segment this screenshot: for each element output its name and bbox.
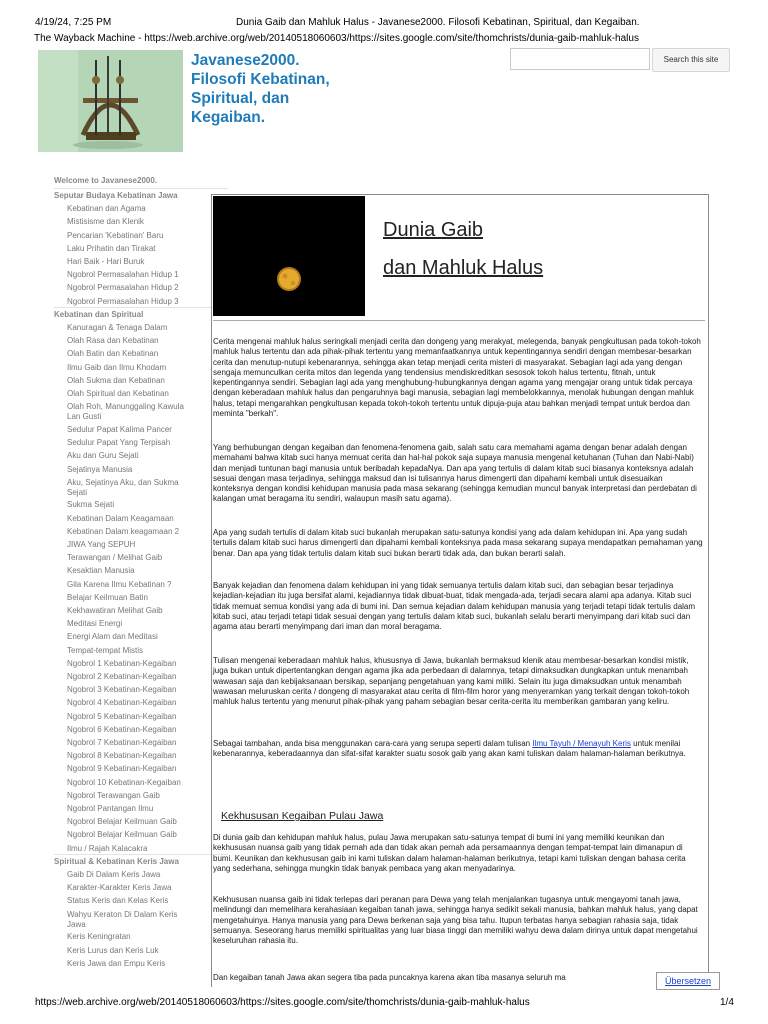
site-title-line: Spiritual, dan — [191, 90, 290, 107]
sidebar-item-label: Olah Spiritual dan Kebatinan — [67, 389, 169, 398]
sidebar-item[interactable] — [67, 619, 122, 628]
sidebar-item[interactable] — [67, 778, 181, 787]
sidebar-item[interactable] — [67, 425, 172, 434]
keris-stand-image — [38, 50, 183, 152]
sidebar-item[interactable] — [67, 217, 144, 226]
sidebar-section[interactable] — [54, 191, 178, 200]
sidebar-item[interactable] — [67, 283, 179, 292]
article-paragraph: Tulisan mengenai keberadaan mahluk halus, khususnya di Jawa, bukanlah bermaksud klenik atau membesar-besarkan kondisi mistik, juga bukan untuk dipertentangkan dengan agama jika ada perbedaan di dalamnya, tetapi dimaksudkan dungkapkan untuk menambah wawasan saja dan kebijaksanaan bersikap, sepanjang pengetahuan yang kami miliki. Selain itu juga dimaksudkan untuk menambah wawasan meluruskan cerita / dongeng di masyarakat atau cerita di film-film horor yang menyeramkan yang terkait dengan tokoh-tokoh mahluk halus tertentu yang menurut pihak-pihak yang paham sebagian besar cerita-cerita itu memberikan gambaran yang keliru. — [213, 656, 690, 707]
sidebar-item[interactable] — [67, 883, 171, 892]
divider — [213, 320, 705, 321]
sidebar-item-label: Kebatinan Dalam Keagamaan — [67, 513, 174, 523]
sidebar-divider — [54, 188, 228, 189]
sidebar-item-label: Kebatinan dan Spiritual — [54, 309, 144, 319]
article-heading-line1: Dunia Gaib — [383, 219, 484, 241]
sidebar-item-label: Hari Baik - Hari Buruk — [67, 257, 145, 266]
sidebar-item-label: Ngobrol 6 Kebatinan-Kegaiban — [67, 724, 177, 734]
sidebar-item[interactable] — [67, 870, 160, 879]
link-ilmu-tayuh[interactable]: Ilmu Tayuh / Menayuh Keris — [532, 739, 631, 748]
article-paragraph: Cerita mengenai mahluk halus seringkali menjadi cerita dan dongeng yang merakyat, melegenda, banyak pengkultusan pada tokoh-tokoh mahluk halus tertentu dan ada pihak-pihak tertentu yang memanfaatkannya untuk kepentingannya sendiri dengan membesar-besarkan cerita dan menutup-nutupi kebenarannya, sehingga akan tetap menjadi cerita misteri di masyarakat. Sebagian lagi ada yang dengan sengaja memunculkan cerita mitos dan legenda yang tendensius mendiskreditkan sesosok tokoh halus tertentu, fitnah, untuk kepentingannya sendiri. Sebagian lagi ada yang menghubung-hubungkannya dengan agama yang mengajar orang untuk tidak percaya dengan keberadaan mahluk halus dan pengaruhnya bagi manusia, sebagian lagi membelokkannya, menolak hubungan dengan mahluk halus, tetapi mengarahkan pengkultusan kepada tokoh-tokoh tertentu untuk dipuja-puja atau bahkan menjadi tempat untuk berdoa dan meminta "berkah". — [213, 337, 701, 419]
sidebar-item[interactable] — [67, 527, 179, 536]
sidebar-item[interactable] — [67, 231, 163, 240]
sidebar-item[interactable] — [67, 270, 179, 279]
sidebar-item-label: Ngobrol Permasalahan Hidup 1 — [67, 270, 179, 280]
site-title-line: Kegaiban. — [191, 109, 266, 126]
article-paragraph: Yang berhubungan dengan kegaiban dan fenomena-fenomena gaib, salah satu cara memahami agama dengan benar adalah dengan memahami bahwa kitab suci hanya memuat cerita dan hal-hal pokok saja supaya manusia mengenal ketuhanan (Tuhan dan Nabi-Nabi) dan menjadi tuntunan bagi manusia untuk beribadah kepadaNya. Dan apa yang tertulis di dalam kitab suci biasanya konteksnya adalah sesuai dengan masa terjadinya, sehingga maksud dan isi tulisannya harus dimengerti dan dipahami kembali untuk disesuaikan konteksnya dengan kondisi kehidupan manusia pada masa sekarang (sehingga kemudian muncul banyak interpretasi dan perdebatan di kalangan umat beragama itu sendiri, walaupun masih satu agama). — [213, 443, 697, 504]
moon-image — [213, 196, 365, 316]
sidebar-item-label: Ngobrol Belajar Keilmuan Gaib — [67, 817, 177, 827]
sidebar-item-label: Aku, Sejatinya Aku, dan Sukma — [67, 477, 179, 487]
article-paragraph — [213, 739, 703, 760]
sidebar-item-welcome[interactable]: Welcome to Javanese2000. — [54, 176, 158, 185]
article-heading-line2: dan Mahluk Halus — [383, 257, 544, 279]
sidebar-item[interactable] — [67, 817, 177, 826]
sidebar-item-label: Ngobrol 4 Kebatinan-Kegaiban — [67, 698, 177, 708]
sidebar-item-label: Sedulur Papat Yang Terpisah — [67, 438, 171, 448]
sidebar-item[interactable] — [67, 932, 131, 941]
sidebar-item[interactable] — [67, 725, 176, 734]
sidebar-item[interactable] — [67, 593, 148, 602]
sidebar-item-label: Keris Jawa dan Empu Keris — [67, 958, 166, 968]
print-datetime: 4/19/24, 7:25 PM — [35, 17, 112, 28]
sidebar-item[interactable] — [67, 540, 135, 549]
sidebar-item[interactable] — [67, 946, 159, 955]
wayback-banner-line: The Wayback Machine - https://web.archive.org/web/20140518060603/https://sites.google.com/site/thomchrists/dunia-gaib-mahluk-halus — [34, 33, 639, 44]
sidebar-item-label: Gila Karena Ilmu Kebatinan ? — [67, 579, 172, 589]
sidebar-item-label: Wahyu Keraton Di Dalam Keris — [67, 909, 178, 919]
sidebar-item-label: Aku dan Guru Sejati — [67, 451, 139, 461]
sidebar-item[interactable] — [67, 646, 143, 655]
sidebar-item[interactable] — [67, 751, 176, 760]
sidebar-item-label: Ngobrol Belajar Keilmuan Gaib — [67, 830, 177, 840]
sidebar-item[interactable] — [67, 672, 176, 681]
sidebar-item-label: Olah Rasa dan Kebatinan — [67, 336, 159, 346]
sidebar-item[interactable] — [67, 685, 176, 694]
sidebar-item[interactable] — [67, 297, 179, 306]
sidebar-item-label: Kanuragan & Tenaga Dalam — [67, 323, 168, 332]
sidebar-item[interactable] — [67, 580, 172, 589]
search-input[interactable] — [510, 48, 650, 70]
sidebar-item-label: Ngobrol 9 Kebatinan-Kegaiban — [67, 764, 177, 774]
sidebar-item[interactable] — [67, 478, 179, 498]
sidebar-item[interactable] — [67, 451, 139, 460]
site-logo[interactable] — [38, 50, 183, 152]
sidebar-item[interactable] — [67, 363, 166, 372]
sidebar-item-label: Sejati — [67, 487, 88, 497]
sidebar-item-label: Sejatinya Manusia — [67, 464, 133, 474]
sidebar-item-label: Ilmu / Rajah Kalacakra — [67, 843, 148, 853]
sidebar-item[interactable] — [67, 553, 162, 562]
sidebar-item[interactable] — [67, 349, 158, 358]
sidebar-divider — [54, 854, 228, 855]
sidebar-item[interactable] — [67, 402, 184, 422]
sidebar-item-label: Ngobrol 7 Kebatinan-Kegaiban — [67, 738, 177, 747]
sidebar-item-label: Mistisisme dan Klenik — [67, 217, 144, 227]
sidebar-item-label: Laku Prihatin dan Tirakat — [67, 243, 156, 253]
sidebar-item[interactable] — [67, 257, 144, 266]
sidebar-item-label: JIWA Yang SEPUH — [67, 540, 136, 549]
sidebar-item[interactable] — [67, 791, 160, 800]
sidebar-item[interactable] — [67, 244, 156, 253]
sidebar-item-label: Jawa — [67, 919, 86, 929]
sidebar-section[interactable] — [54, 857, 179, 866]
sidebar-item[interactable] — [67, 323, 167, 332]
site-title-line: Filosofi Kebatinan, — [191, 71, 330, 88]
sidebar-item-label: Kebatinan dan Agama — [67, 204, 146, 214]
sidebar-item[interactable] — [67, 712, 176, 721]
sidebar-item-label: Ngobrol 3 Kebatinan-Kegaiban — [67, 685, 177, 695]
sidebar-section[interactable] — [54, 310, 143, 319]
sidebar-item-label: Sedulur Papat Kalima Pancer — [67, 424, 172, 434]
sidebar-item-label: Ngobrol Permasalahan Hidup 3 — [67, 296, 179, 306]
sidebar-item-label: Terawangan / Melihat Gaib — [67, 553, 163, 563]
sidebar-item-label: Kekhawatiran Melihat Gaib — [67, 606, 163, 615]
sidebar-item-label: Energi Alam dan Meditasi — [67, 632, 158, 642]
sidebar-item[interactable] — [67, 896, 168, 905]
full-moon-graphic — [213, 196, 365, 316]
sidebar-item[interactable] — [67, 465, 132, 474]
sidebar-item-label: Ngobrol 8 Kebatinan-Kegaiban — [67, 751, 177, 761]
print-footer-url: https://web.archive.org/web/20140518060603/https://sites.google.com/site/thomchrists/dunia-gaib-mahluk-halus — [35, 997, 530, 1008]
sidebar-item-label: Spiritual & Kebatinan Keris Jawa — [54, 856, 179, 866]
sidebar-item[interactable] — [67, 438, 170, 447]
translate-button[interactable]: Übersetzen — [656, 972, 720, 990]
print-page-number: 1/4 — [720, 997, 734, 1008]
article-paragraph: Banyak kejadian dan fenomena dalam kehidupan ini yang tidak semuanya tertulis dalam kitab suci, dan sebagian besar terjadinya kejadian-kejadian itu juga bersifat alami, kejadiannya tidak dibuat-buat, tidak mengada-ada, terjadi secara alami apa adanya. Kitab suci tidak memuat semua kondisi yang ada di bumi ini. Dan semua kejadian dalam kehidupan manusia yang terjadi tetapi tidak tertulis dalam kitab suci, atau terjadi tetapi tidak sesuai dengan yang tertulis dalam kitab suci, bukanlah selalu berarti menyimpang dari kitab suci dan agama atau berarti menyimpang dari iman dan moral beragama. — [213, 581, 696, 632]
print-page-title: Dunia Gaib dan Mahluk Halus - Javanese2000. Filosofi Kebatinan, Spiritual, dan Kegaiban. — [236, 17, 640, 28]
sidebar-item-label: Ngobrol Pantangan Ilmu — [67, 804, 154, 813]
sidebar-item[interactable] — [67, 606, 163, 615]
sidebar-item-label: Belajar Keilmuan Batin — [67, 592, 148, 602]
sidebar-item[interactable] — [67, 910, 177, 930]
sidebar-item-label: Kesaktian Manusia — [67, 566, 135, 576]
article-paragraph: Kekhususan nuansa gaib ini tidak terlepas dari peranan para Dewa yang telah menjalankan tugasnya untuk mengayomi tanah jawa, melindungi dan memelihara kerahasiaan kegaiban tanah jawa, sehingga hanya sedikit sekali manusia, bahkan mahluk halus, yang dapat mengetahuinya. Hanya manusia yang para Dewa berkenan saja yang bisa tahu. Itupun terbatas hanya sebagian rahasia saja, tidak semuanya. Seseorang harus memiliki spiritualitas yang luar biasa tinggi dan memiliki wahyu dewa dalam dirinya untuk dapat mengetahui keseluruhan rahasia itu. — [213, 895, 698, 946]
sidebar-item-label: Sukma Sejati — [67, 500, 115, 510]
sidebar-item[interactable] — [67, 830, 177, 839]
paragraph-text: untuk menilai kebenarannya, keberadaannya dan sifat-sifat karakter suatu sosok gaib yang akan kami tuliskan dalam halaman-halaman berikutnya. — [213, 739, 686, 759]
sidebar-item[interactable] — [67, 804, 153, 813]
sidebar-item[interactable] — [67, 389, 169, 398]
sidebar-item-label: Olah Roh, Manunggaling Kawula — [67, 402, 184, 412]
sidebar-item[interactable] — [67, 566, 135, 575]
sidebar-item[interactable] — [67, 844, 147, 853]
sidebar-item[interactable] — [67, 376, 165, 385]
sidebar-item[interactable] — [67, 500, 114, 509]
sidebar-item-label: Ngobrol 5 Kebatinan-Kegaiban — [67, 711, 177, 721]
sidebar-item-label: Meditasi Energi — [67, 619, 123, 629]
sidebar-item-label: Ilmu Gaib dan Ilmu Khodam — [67, 362, 167, 372]
article-paragraph: Apa yang sudah tertulis di dalam kitab suci bukanlah merupakan satu-satunya kondisi yang ada dalam kehidupan ini. Apa yang sudah tertulis dalam kitab suci harus dimengerti dan dipahami kembali konteksnya pada masa sekarang supaya mendapatkan pemahaman yang benar. Dan apa yang tidak tertulis dalam kitab suci bukan berarti tidak ada, dan bukan berarti salah. — [213, 528, 703, 558]
sidebar-item-label: Olah Sukma dan Kebatinan — [67, 375, 165, 385]
sidebar-item-label: Olah Batin dan Kebatinan — [67, 349, 159, 359]
sidebar-item-label: Karakter-Karakter Keris Jawa — [67, 883, 172, 893]
sidebar-item[interactable] — [67, 659, 176, 668]
article-paragraph: Dan kegaiban tanah Jawa akan segera tiba pada puncaknya karena akan tiba masanya seluruh ma — [213, 973, 566, 982]
sidebar-item-label: Tempat-tempat Mistis — [67, 645, 144, 655]
sidebar-item-label: Keris Keningratan — [67, 932, 131, 942]
sidebar-item[interactable] — [67, 204, 146, 213]
sidebar-item-label: Ngobrol 1 Kebatinan-Kegaiban — [67, 658, 177, 668]
site-title-line: Javanese2000. — [191, 52, 300, 69]
sidebar-item-label: Ngobrol 2 Kebatinan-Kegaiban — [67, 672, 177, 681]
site-title[interactable] — [191, 51, 421, 127]
sidebar-item-label: Gaib Di Dalam Keris Jawa — [67, 870, 161, 879]
sidebar-item[interactable] — [67, 764, 176, 773]
sidebar-item-label: Kebatinan Dalam keagamaan 2 — [67, 526, 180, 536]
paragraph-text: Sebagai tambahan, anda bisa menggunakan cara-cara yang serupa seperti dalam tulisan — [213, 739, 533, 748]
sidebar-item-label: Ngobrol 10 Kebatinan-Kegaiban — [67, 777, 181, 787]
search-button[interactable]: Search this site — [652, 48, 730, 72]
article-subheading: Kekhususan Kegaiban Pulau Jawa — [221, 810, 384, 822]
sidebar-item-label: Ngobrol Permasalahan Hidup 2 — [67, 283, 179, 293]
sidebar-item-label: Status Keris dan Kelas Keris — [67, 896, 169, 906]
sidebar-item[interactable] — [67, 738, 176, 747]
sidebar-item[interactable] — [67, 698, 176, 707]
sidebar-item[interactable] — [67, 632, 158, 641]
sidebar-item-label: Lan Gusti — [67, 412, 102, 422]
sidebar-item[interactable] — [67, 336, 159, 345]
sidebar-item[interactable] — [67, 959, 165, 968]
sidebar-item-label: Seputar Budaya Kebatinan Jawa — [54, 191, 178, 200]
sidebar-item-label: Keris Lurus dan Keris Luk — [67, 945, 159, 955]
sidebar-item-label: Pencarian 'Kebatinan' Baru — [67, 230, 164, 240]
article-paragraph: Di dunia gaib dan kehidupan mahluk halus, pulau Jawa merupakan satu-satunya tempat di bumi ini yang memiliki keunikan dan kekhususan nuansa gaib yang tidak pernah ada dan tidak akan pernah ada persamaannya dengan tempat-tempat lain dimanapun di bumi. Keunikan dan kekhususan gaib ini kami tuliskan dalam halaman-halaman berikutnya, tetapi kami tuliskan dengan bahasa cerita yang sederhana, sehingga mungkin tidak banyak pembaca yang akan menyadarinya. — [213, 833, 686, 873]
sidebar-divider — [54, 307, 228, 308]
sidebar-item[interactable] — [67, 514, 174, 523]
sidebar-item-label: Ngobrol Terawangan Gaib — [67, 790, 160, 800]
